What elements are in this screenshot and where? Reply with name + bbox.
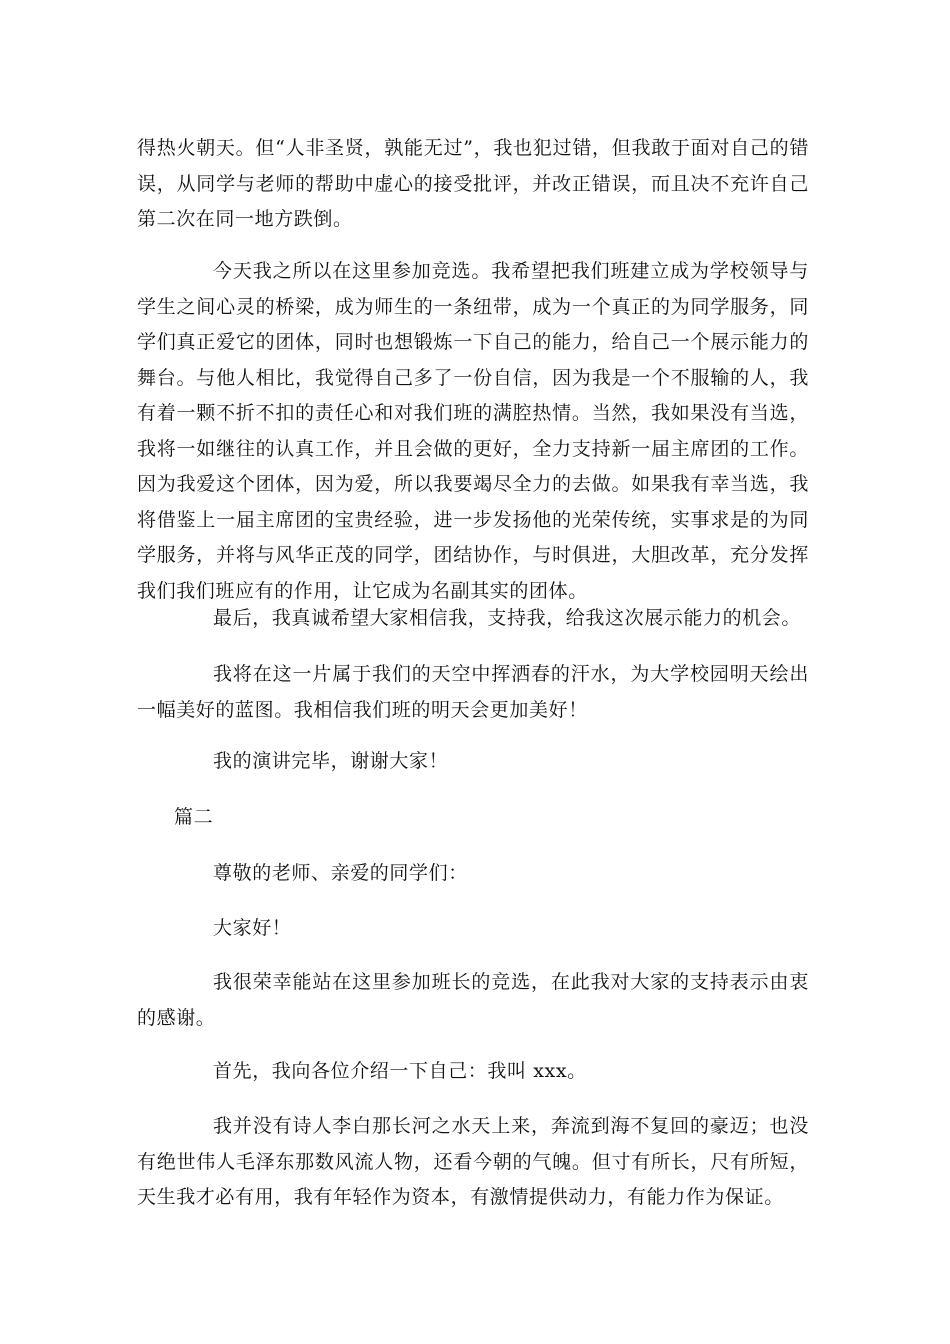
paragraph-block-10 [137, 1109, 809, 1216]
paragraph-9: 首先，我向各位介绍一下自己：我叫 xxx。 [213, 1060, 587, 1082]
paragraph-block-5 [137, 744, 809, 780]
paragraph-block-7 [137, 911, 809, 947]
paragraph-1: 得热火朝天。但“人非圣贤，孰能无过”，我也犯过错，但我敢于面对自己的错误，从同学与老师的帮助中虚心的接受批评，并改正错误，而且决不充许自己第二次在同一地方跌倒。 [137, 137, 809, 230]
paragraph-block-4 [137, 657, 809, 728]
paragraph-10: 我并没有诗人李白那长河之水天上来，奔流到海不复回的豪迈；也没有绝世伟人毛泽东那数风流人物，还看今朝的气魄。但寸有所长，尺有所短，天生我才必有用，我有年轻作为资本，有激情提供动力，有能力作为保证。 [137, 1115, 809, 1208]
greeting: 大家好！ [213, 917, 292, 939]
paragraph-block-6 [137, 856, 809, 892]
paragraph-8: 我很荣幸能站在这里参加班长的竞选，在此我对大家的支持表示由衷的感谢。 [137, 971, 809, 1029]
paragraph-5: 我的演讲完毕，谢谢大家！ [213, 750, 449, 772]
paragraph-block-3 [137, 601, 809, 637]
paragraph-block-9 [137, 1054, 809, 1090]
paragraph-block-8 [137, 965, 809, 1036]
paragraph-4: 我将在这一片属于我们的天空中挥洒春的汗水，为大学校园明天绘出一幅美好的蓝图。我相信我们班的明天会更加美好！ [137, 663, 809, 721]
paragraph-block-2 [137, 254, 809, 609]
paragraph-3: 最后，我真诚希望大家相信我，支持我，给我这次展示能力的机会。 [213, 607, 802, 629]
paragraph-continuation [137, 131, 809, 238]
paragraph-2: 今天我之所以在这里参加竞选。我希望把我们班建立成为学校领导与学生之间心灵的桥梁，成为师生的一条纽带，成为一个真正的为同学服务，同学们真正爱它的团体，同时也想锻炼一下自己的能力，给自己一个展示能力的舞台。与他人相比，我觉得自己多了一份自信，因为我是一个不服输的人，我有着一颗不折不扣的责任心和对我们班的满腔热情。当然，我如果没有当选，我将一如继往的认真工作，并且会做的更好，全力支持新一届主席团的工作。因为我爱这个团体，因为爱，所以我要竭尽全力的去做。如果我有幸当选，我将借鉴上一届主席团的宝贵经验，进一步发扬他的光荣传统，实事求是的为同学服务，并将与风华正茂的同学，团结协作，与时俱进，大胆改革，充分发挥我们我们班应有的作用，让它成为名副其实的团体。 [137, 260, 809, 602]
section-heading: 篇二 [174, 806, 214, 828]
salutation: 尊敬的老师、亲爱的同学们： [213, 862, 468, 884]
